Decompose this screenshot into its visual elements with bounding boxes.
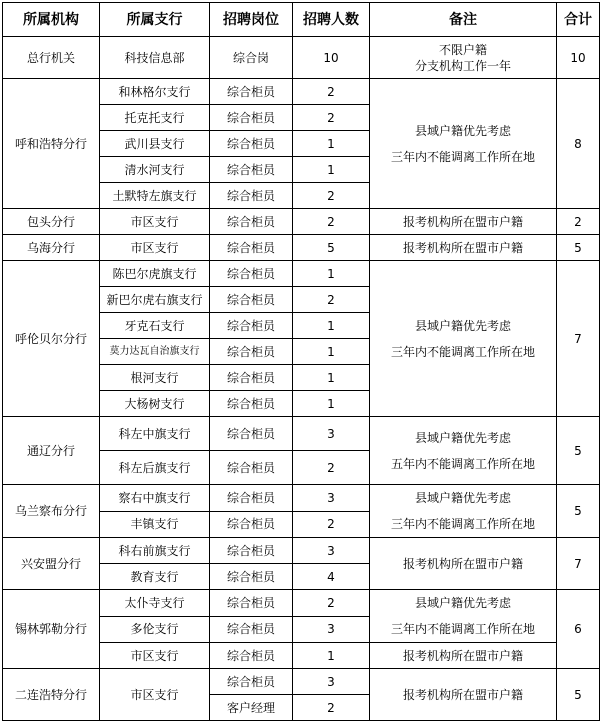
post-cell: 综合柜员 [210, 590, 293, 617]
note-line: 县域户籍优先考虑 [414, 430, 511, 445]
org-cell: 二连浩特分行 [3, 669, 100, 721]
recruitment-table [2, 2, 600, 721]
branch-cell: 武川县支行 [100, 131, 210, 157]
branch-cell: 陈巴尔虎旗支行 [100, 261, 210, 287]
org-cell: 呼伦贝尔分行 [3, 261, 100, 417]
post-cell: 综合柜员 [210, 451, 293, 485]
count-cell: 3 [293, 538, 370, 564]
branch-cell: 牙克石支行 [100, 313, 210, 339]
count-cell: 1 [293, 131, 370, 157]
total-cell: 7 [557, 538, 600, 590]
post-cell: 客户经理 [210, 695, 293, 721]
header-org: 所属机构 [3, 3, 100, 37]
table-row [3, 261, 600, 287]
count-cell: 4 [293, 564, 370, 590]
note-line: 三年内不能调离工作所在地 [390, 622, 535, 636]
total-cell: 10 [557, 37, 600, 79]
post-cell: 综合柜员 [210, 79, 293, 105]
count-cell: 5 [293, 235, 370, 261]
header-total: 合计 [557, 3, 600, 37]
org-cell: 呼和浩特分行 [3, 79, 100, 209]
note-cell [370, 669, 557, 721]
org-cell: 乌兰察布分行 [3, 485, 100, 538]
post-cell: 综合柜员 [210, 391, 293, 417]
post-cell: 综合柜员 [210, 564, 293, 590]
note-cell [370, 209, 557, 235]
branch-cell: 科右前旗支行 [100, 538, 210, 564]
post-cell: 综合柜员 [210, 616, 293, 643]
note-cell [370, 37, 557, 79]
post-cell: 综合柜员 [210, 313, 293, 339]
note-cell [370, 485, 557, 538]
total-cell: 5 [557, 485, 600, 538]
header-count: 招聘人数 [293, 3, 370, 37]
table-row [3, 37, 600, 79]
note-line: 报考机构所在盟市户籍 [402, 648, 523, 663]
org-cell: 兴安盟分行 [3, 538, 100, 590]
branch-cell: 莫力达瓦自治旗支行 [100, 339, 210, 365]
branch-cell: 科技信息部 [100, 37, 210, 79]
table-row [3, 79, 600, 105]
table-row [3, 669, 600, 695]
branch-cell: 清水河支行 [100, 157, 210, 183]
post-cell: 综合柜员 [210, 339, 293, 365]
org-cell: 包头分行 [3, 209, 100, 235]
note-line: 五年内不能调离工作所在地 [390, 456, 535, 471]
header-row [3, 3, 600, 37]
note-cell [370, 538, 557, 590]
count-cell: 1 [293, 313, 370, 339]
count-cell: 2 [293, 511, 370, 538]
total-cell: 5 [557, 417, 600, 485]
post-cell: 综合柜员 [210, 131, 293, 157]
post-cell: 综合柜员 [210, 105, 293, 131]
branch-cell: 多伦支行 [100, 616, 210, 643]
post-cell: 综合岗 [210, 37, 293, 79]
count-cell: 1 [293, 261, 370, 287]
branch-cell: 科左后旗支行 [100, 451, 210, 485]
count-cell: 3 [293, 616, 370, 643]
note-line: 三年内不能调离工作所在地 [390, 149, 535, 164]
branch-cell: 和林格尔支行 [100, 79, 210, 105]
branch-cell: 察右中旗支行 [100, 485, 210, 512]
count-cell: 2 [293, 287, 370, 313]
count-cell: 10 [293, 37, 370, 79]
note-cell [370, 261, 557, 417]
branch-cell: 市区支行 [100, 643, 210, 669]
note-line: 报考机构所在盟市户籍 [402, 687, 523, 702]
note-line: 报考机构所在盟市户籍 [402, 214, 523, 229]
post-cell: 综合柜员 [210, 417, 293, 451]
branch-cell: 教育支行 [100, 564, 210, 590]
org-cell: 锡林郭勒分行 [3, 590, 100, 669]
table-row [3, 209, 600, 235]
count-cell: 3 [293, 669, 370, 695]
count-cell: 2 [293, 590, 370, 617]
org-cell: 总行机关 [3, 37, 100, 79]
note-cell [370, 235, 557, 261]
post-cell: 综合柜员 [210, 261, 293, 287]
note-cell [370, 79, 557, 209]
branch-cell: 根河支行 [100, 365, 210, 391]
count-cell: 2 [293, 695, 370, 721]
header-note: 备注 [370, 3, 557, 37]
branch-cell: 土默特左旗支行 [100, 183, 210, 209]
note-line: 县域户籍优先考虑 [414, 123, 511, 138]
table-row [3, 590, 600, 617]
post-cell: 综合柜员 [210, 365, 293, 391]
count-cell: 2 [293, 451, 370, 485]
header-post: 招聘岗位 [210, 3, 293, 37]
total-cell: 5 [557, 235, 600, 261]
branch-cell: 太仆寺支行 [100, 590, 210, 617]
post-cell: 综合柜员 [210, 485, 293, 512]
count-cell: 2 [293, 105, 370, 131]
branch-cell: 市区支行 [100, 235, 210, 261]
note-line: 三年内不能调离工作所在地 [390, 344, 535, 359]
count-cell: 1 [293, 339, 370, 365]
count-cell: 2 [293, 79, 370, 105]
total-cell: 5 [557, 669, 600, 721]
branch-cell: 大杨树支行 [100, 391, 210, 417]
post-cell: 综合柜员 [210, 235, 293, 261]
post-cell: 综合柜员 [210, 287, 293, 313]
branch-cell: 新巴尔虎右旗支行 [100, 287, 210, 313]
total-cell: 2 [557, 209, 600, 235]
count-cell: 1 [293, 157, 370, 183]
note-line: 县域户籍优先考虑 [414, 318, 511, 333]
table-body [3, 37, 600, 721]
count-cell: 3 [293, 485, 370, 512]
branch-cell: 丰镇支行 [100, 511, 210, 538]
table-row [3, 417, 600, 451]
branch-cell: 托克托支行 [100, 105, 210, 131]
count-cell: 2 [293, 183, 370, 209]
post-cell: 综合柜员 [210, 183, 293, 209]
post-cell: 综合柜员 [210, 538, 293, 564]
total-cell: 7 [557, 261, 600, 417]
count-cell: 1 [293, 643, 370, 669]
count-cell: 3 [293, 417, 370, 451]
branch-cell: 科左中旗支行 [100, 417, 210, 451]
count-cell: 1 [293, 365, 370, 391]
table-row [3, 485, 600, 512]
count-cell: 2 [293, 209, 370, 235]
note-cell [370, 417, 557, 485]
note-line: 三年内不能调离工作所在地 [390, 517, 535, 531]
note-line: 报考机构所在盟市户籍 [402, 556, 523, 571]
post-cell: 综合柜员 [210, 511, 293, 538]
note-cell [370, 643, 557, 669]
note-line: 报考机构所在盟市户籍 [402, 240, 523, 255]
note-cell [370, 590, 557, 643]
post-cell: 综合柜员 [210, 643, 293, 669]
header-branch: 所属支行 [100, 3, 210, 37]
note-line: 不限户籍 [438, 42, 487, 57]
table-row [3, 538, 600, 564]
note-line: 县域户籍优先考虑 [414, 596, 511, 610]
org-cell: 通辽分行 [3, 417, 100, 485]
post-cell: 综合柜员 [210, 157, 293, 183]
branch-cell: 市区支行 [100, 669, 210, 721]
note-line: 分支机构工作一年 [414, 58, 511, 73]
org-cell: 乌海分行 [3, 235, 100, 261]
post-cell: 综合柜员 [210, 209, 293, 235]
post-cell: 综合柜员 [210, 669, 293, 695]
count-cell: 1 [293, 391, 370, 417]
branch-cell: 市区支行 [100, 209, 210, 235]
total-cell: 8 [557, 79, 600, 209]
total-cell: 6 [557, 590, 600, 669]
note-line: 县域户籍优先考虑 [414, 491, 511, 505]
table-row [3, 235, 600, 261]
